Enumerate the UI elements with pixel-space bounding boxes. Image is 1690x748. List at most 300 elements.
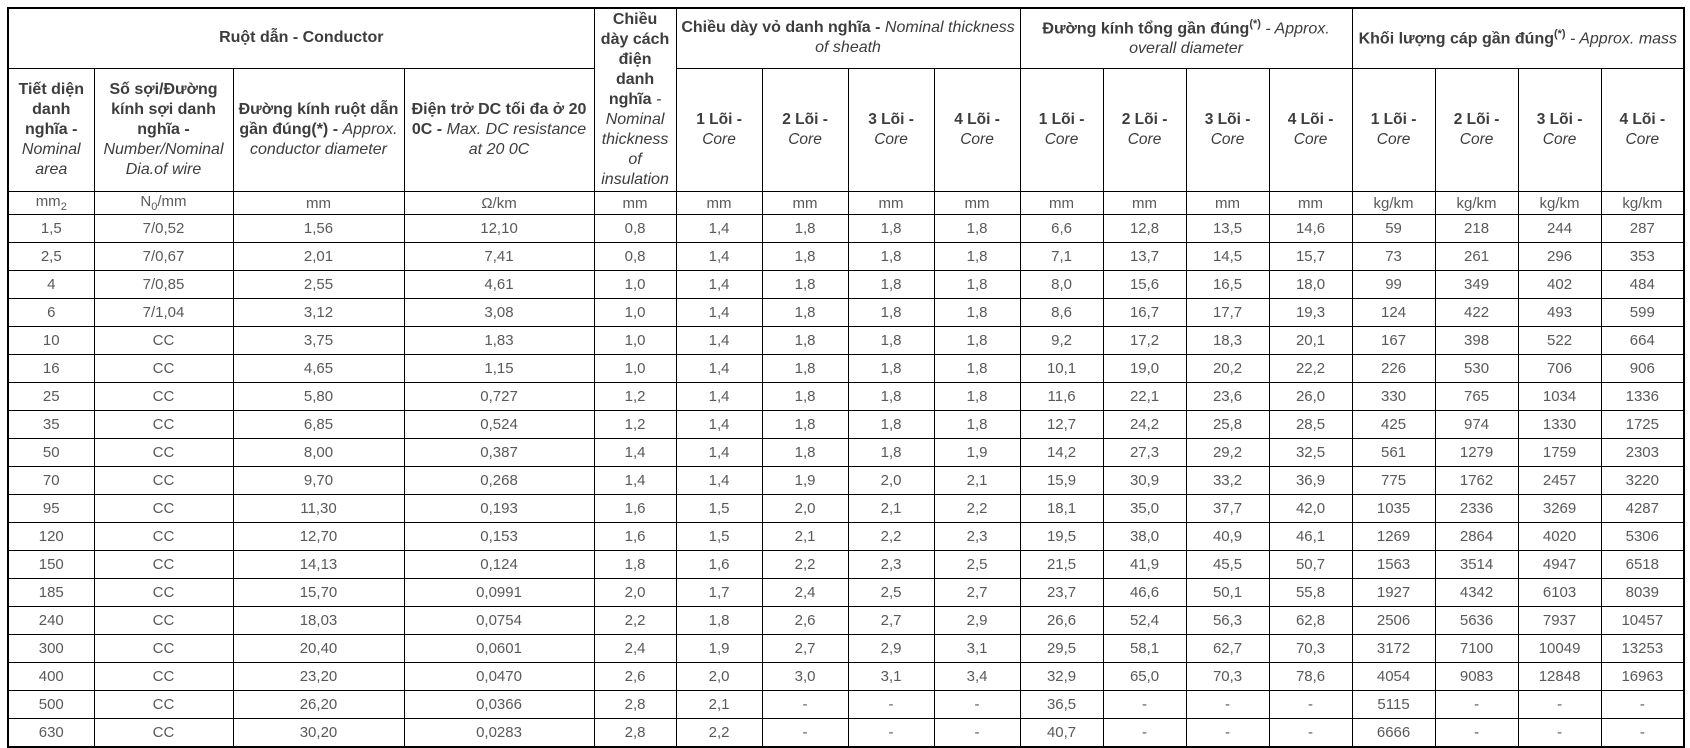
table-cell: 70,3 <box>1186 663 1269 691</box>
table-cell: CC <box>94 467 233 495</box>
table-cell: 2,1 <box>676 691 762 719</box>
table-cell: 0,0283 <box>404 719 594 747</box>
table-cell: 45,5 <box>1186 551 1269 579</box>
table-cell: 1,8 <box>848 327 934 355</box>
table-cell: 1,8 <box>848 383 934 411</box>
table-cell: 1,8 <box>762 271 848 299</box>
table-cell: 4,61 <box>404 271 594 299</box>
table-cell: - <box>1103 719 1186 747</box>
table-cell: 35,0 <box>1103 495 1186 523</box>
table-cell: 0,387 <box>404 439 594 467</box>
col-header-mass-1core: 1 Lõi - Core <box>1352 68 1435 191</box>
table-cell: 2,1 <box>848 495 934 523</box>
table-cell: 70 <box>8 467 94 495</box>
table-cell: 23,6 <box>1186 383 1269 411</box>
table-cell: 18,1 <box>1020 495 1103 523</box>
table-cell: 2506 <box>1352 607 1435 635</box>
table-row <box>8 635 1684 663</box>
table-cell: 4342 <box>1435 579 1518 607</box>
table-cell: 1,8 <box>934 355 1020 383</box>
table-cell: 8,0 <box>1020 271 1103 299</box>
col-header-sheath-3core: 3 Lõi - Core <box>848 68 934 191</box>
table-cell: 35 <box>8 411 94 439</box>
table-cell: 1,8 <box>934 327 1020 355</box>
table-cell: 3,1 <box>934 635 1020 663</box>
table-cell: 120 <box>8 523 94 551</box>
table-cell: 7,1 <box>1020 243 1103 271</box>
table-cell: 1,8 <box>934 271 1020 299</box>
table-row <box>8 579 1684 607</box>
table-cell: 1,8 <box>848 439 934 467</box>
table-cell: 4947 <box>1518 551 1601 579</box>
table-cell: 1,4 <box>676 271 762 299</box>
table-cell: CC <box>94 355 233 383</box>
table-cell: 20,40 <box>233 635 404 663</box>
table-cell: 2,5 <box>934 551 1020 579</box>
table-cell: 2,1 <box>762 523 848 551</box>
table-cell: 1,8 <box>934 215 1020 243</box>
table-cell: 2,8 <box>594 719 676 747</box>
table-cell: - <box>934 691 1020 719</box>
table-cell: - <box>762 719 848 747</box>
table-cell: 12,10 <box>404 215 594 243</box>
table-row <box>8 467 1684 495</box>
table-cell: 29,5 <box>1020 635 1103 663</box>
table-cell: 12,8 <box>1103 215 1186 243</box>
table-cell: 7/0,85 <box>94 271 233 299</box>
table-cell: 13253 <box>1601 635 1684 663</box>
table-cell: 4020 <box>1518 523 1601 551</box>
table-cell: - <box>1103 691 1186 719</box>
table-cell: 1,2 <box>594 411 676 439</box>
table-cell: 11,30 <box>233 495 404 523</box>
units-row <box>8 192 1684 215</box>
table-cell: 2,0 <box>762 495 848 523</box>
group-label-en: - Nominal thickness of insulation <box>601 91 669 188</box>
table-cell: 8,00 <box>233 439 404 467</box>
table-cell: 2,2 <box>762 551 848 579</box>
table-cell: 1,4 <box>676 355 762 383</box>
table-cell: 218 <box>1435 215 1518 243</box>
table-cell: 1,4 <box>676 215 762 243</box>
table-cell: 26,0 <box>1269 383 1352 411</box>
table-cell: 8,6 <box>1020 299 1103 327</box>
table-cell: 2,9 <box>934 607 1020 635</box>
table-cell: 1,8 <box>934 411 1020 439</box>
table-cell: 17,2 <box>1103 327 1186 355</box>
table-cell: 530 <box>1435 355 1518 383</box>
table-cell: 706 <box>1518 355 1601 383</box>
table-cell: 1,4 <box>676 439 762 467</box>
table-cell: - <box>1435 719 1518 747</box>
table-cell: 22,2 <box>1269 355 1352 383</box>
table-cell: 500 <box>8 691 94 719</box>
col-header-sheath-4core: 4 Lõi - Core <box>934 68 1020 191</box>
table-cell: 493 <box>1518 299 1601 327</box>
table-cell: CC <box>94 383 233 411</box>
table-cell: 19,5 <box>1020 523 1103 551</box>
unit-wire: $N_0/mm$ <box>94 192 233 215</box>
table-cell: 56,3 <box>1186 607 1269 635</box>
col-header-mass-2core: 2 Lõi - Core <box>1435 68 1518 191</box>
table-cell: 2,6 <box>594 663 676 691</box>
table-cell: 1,4 <box>676 299 762 327</box>
table-cell: 7937 <box>1518 607 1601 635</box>
table-cell: 6,6 <box>1020 215 1103 243</box>
table-cell: 1,5 <box>8 215 94 243</box>
table-cell: 3,75 <box>233 327 404 355</box>
table-cell: 25,8 <box>1186 411 1269 439</box>
unit-mass-3core: kg/km <box>1518 192 1601 215</box>
table-cell: 185 <box>8 579 94 607</box>
table-cell: 3220 <box>1601 467 1684 495</box>
table-cell: 7/1,04 <box>94 299 233 327</box>
table-row <box>8 523 1684 551</box>
table-row <box>8 691 1684 719</box>
group-label-vn: Đường kính tổng gần đúng <box>1042 19 1250 37</box>
table-cell: 1,5 <box>676 523 762 551</box>
table-row <box>8 327 1684 355</box>
table-cell: 402 <box>1518 271 1601 299</box>
table-cell: 2,7 <box>934 579 1020 607</box>
table-cell: 0,124 <box>404 551 594 579</box>
unit-mass-1core: kg/km <box>1352 192 1435 215</box>
table-cell: 55,8 <box>1269 579 1352 607</box>
table-row <box>8 355 1684 383</box>
table-cell: 36,5 <box>1020 691 1103 719</box>
table-cell: 58,1 <box>1103 635 1186 663</box>
table-cell: 775 <box>1352 467 1435 495</box>
footnote-marker: (*) <box>1249 17 1261 30</box>
table-cell: 18,3 <box>1186 327 1269 355</box>
unit-diameter-2core: mm <box>1103 192 1186 215</box>
table-cell: 2,2 <box>848 523 934 551</box>
table-cell: 1,9 <box>934 439 1020 467</box>
table-cell: 12848 <box>1518 663 1601 691</box>
table-cell: 398 <box>1435 327 1518 355</box>
table-cell: 1,8 <box>762 411 848 439</box>
table-cell: 1725 <box>1601 411 1684 439</box>
table-cell: 1,8 <box>934 299 1020 327</box>
table-cell: 30,20 <box>233 719 404 747</box>
table-cell: 15,6 <box>1103 271 1186 299</box>
table-cell: 2,1 <box>934 467 1020 495</box>
table-cell: 1330 <box>1518 411 1601 439</box>
table-cell: 2,7 <box>762 635 848 663</box>
table-cell: 664 <box>1601 327 1684 355</box>
table-cell: 3,4 <box>934 663 1020 691</box>
table-cell: 11,6 <box>1020 383 1103 411</box>
table-cell: 3172 <box>1352 635 1435 663</box>
table-cell: 70,3 <box>1269 635 1352 663</box>
group-label: Ruột dẫn - Conductor <box>219 29 384 47</box>
table-cell: 0,0366 <box>404 691 594 719</box>
unit-mass-4core: kg/km <box>1601 192 1684 215</box>
table-cell: 0,193 <box>404 495 594 523</box>
table-cell: 1,56 <box>233 215 404 243</box>
table-cell: - <box>1601 719 1684 747</box>
table-cell: 400 <box>8 663 94 691</box>
table-cell: 10 <box>8 327 94 355</box>
table-cell: 3,12 <box>233 299 404 327</box>
table-cell: 2457 <box>1518 467 1601 495</box>
col-header-conductor-diameter: Đường kính ruột dẫn gần đúng(*) - Approx. conductor diameter <box>233 68 404 191</box>
table-cell: 2,6 <box>762 607 848 635</box>
table-cell: CC <box>94 607 233 635</box>
table-cell: 1,4 <box>594 439 676 467</box>
table-cell: 1279 <box>1435 439 1518 467</box>
table-cell: 1035 <box>1352 495 1435 523</box>
table-cell: 244 <box>1518 215 1601 243</box>
table-cell: 46,1 <box>1269 523 1352 551</box>
table-cell: 1,8 <box>762 355 848 383</box>
table-cell: - <box>1601 691 1684 719</box>
table-cell: 1,4 <box>594 467 676 495</box>
table-row <box>8 411 1684 439</box>
col-header-resistance: Điện trở DC tối đa ở 20 0C - Max. DC resistance at 20 0C <box>404 68 594 191</box>
table-cell: 1,0 <box>594 271 676 299</box>
table-cell: 27,3 <box>1103 439 1186 467</box>
table-cell: 2,55 <box>233 271 404 299</box>
unit-area: $mm_2$ <box>8 192 94 215</box>
table-cell: 52,4 <box>1103 607 1186 635</box>
group-header-mass <box>1352 8 1684 68</box>
table-cell: 40,7 <box>1020 719 1103 747</box>
table-cell: 1,4 <box>676 411 762 439</box>
table-cell: 38,0 <box>1103 523 1186 551</box>
table-cell: 1,8 <box>848 299 934 327</box>
table-cell: 78,6 <box>1269 663 1352 691</box>
table-cell: 2,5 <box>848 579 934 607</box>
table-cell: 14,2 <box>1020 439 1103 467</box>
table-cell: 9083 <box>1435 663 1518 691</box>
group-header-row <box>8 8 1684 68</box>
table-cell: 16963 <box>1601 663 1684 691</box>
table-cell: - <box>848 719 934 747</box>
table-cell: 2,4 <box>594 635 676 663</box>
col-header-diameter-3core: 3 Lõi - Core <box>1186 68 1269 191</box>
table-cell: 150 <box>8 551 94 579</box>
table-cell: CC <box>94 691 233 719</box>
table-cell: 522 <box>1518 327 1601 355</box>
table-cell: 0,0991 <box>404 579 594 607</box>
table-cell: 484 <box>1601 271 1684 299</box>
table-cell: 20,2 <box>1186 355 1269 383</box>
table-cell: 3,0 <box>762 663 848 691</box>
col-header-diameter-1core: 1 Lõi - Core <box>1020 68 1103 191</box>
table-cell: 36,9 <box>1269 467 1352 495</box>
table-cell: - <box>1186 691 1269 719</box>
table-row <box>8 243 1684 271</box>
table-cell: 1762 <box>1435 467 1518 495</box>
table-cell: 1,8 <box>934 383 1020 411</box>
group-label-vn: Khối lượng cáp gần đúng <box>1358 29 1554 47</box>
table-cell: 21,5 <box>1020 551 1103 579</box>
table-cell: 1,6 <box>676 551 762 579</box>
table-cell: 4054 <box>1352 663 1435 691</box>
table-cell: 0,268 <box>404 467 594 495</box>
table-cell: 240 <box>8 607 94 635</box>
table-cell: CC <box>94 635 233 663</box>
table-cell: 6518 <box>1601 551 1684 579</box>
table-cell: 2,2 <box>676 719 762 747</box>
table-cell: 2864 <box>1435 523 1518 551</box>
table-row <box>8 271 1684 299</box>
table-cell: 422 <box>1435 299 1518 327</box>
table-cell: 0,8 <box>594 243 676 271</box>
table-cell: 1,9 <box>676 635 762 663</box>
table-row <box>8 551 1684 579</box>
group-header-sheath <box>676 8 1020 68</box>
table-cell: 30,9 <box>1103 467 1186 495</box>
table-cell: CC <box>94 579 233 607</box>
table-cell: 261 <box>1435 243 1518 271</box>
table-cell: 42,0 <box>1269 495 1352 523</box>
table-cell: 0,524 <box>404 411 594 439</box>
table-cell: 15,9 <box>1020 467 1103 495</box>
table-cell: 1927 <box>1352 579 1435 607</box>
table-cell: 296 <box>1518 243 1601 271</box>
unit-diameter-4core: mm <box>1269 192 1352 215</box>
table-cell: 40,9 <box>1186 523 1269 551</box>
table-cell: CC <box>94 439 233 467</box>
table-row <box>8 719 1684 747</box>
table-cell: 59 <box>1352 215 1435 243</box>
table-cell: 1,8 <box>762 327 848 355</box>
table-cell: 0,0754 <box>404 607 594 635</box>
table-cell: 1,0 <box>594 327 676 355</box>
table-cell: - <box>934 719 1020 747</box>
table-cell: 1563 <box>1352 551 1435 579</box>
table-row <box>8 299 1684 327</box>
table-cell: 2,9 <box>848 635 934 663</box>
table-cell: 26,20 <box>233 691 404 719</box>
table-cell: 10049 <box>1518 635 1601 663</box>
table-row <box>8 663 1684 691</box>
group-label-en: - Approx. mass <box>1570 29 1678 47</box>
table-row <box>8 439 1684 467</box>
col-header-mass-3core: 3 Lõi - Core <box>1518 68 1601 191</box>
table-cell: 0,0601 <box>404 635 594 663</box>
table-row <box>8 383 1684 411</box>
table-cell: 7/0,52 <box>94 215 233 243</box>
table-cell: 0,153 <box>404 523 594 551</box>
table-cell: 19,3 <box>1269 299 1352 327</box>
table-cell: - <box>1518 719 1601 747</box>
table-cell: 1,4 <box>676 467 762 495</box>
table-cell: 9,70 <box>233 467 404 495</box>
table-cell: 1,0 <box>594 299 676 327</box>
table-cell: - <box>762 691 848 719</box>
unit-mass-2core: kg/km <box>1435 192 1518 215</box>
table-cell: 0,0470 <box>404 663 594 691</box>
table-cell: 46,6 <box>1103 579 1186 607</box>
table-cell: 7100 <box>1435 635 1518 663</box>
table-cell: 906 <box>1601 355 1684 383</box>
unit-insulation: mm <box>594 192 676 215</box>
table-cell: 95 <box>8 495 94 523</box>
table-cell: 2,7 <box>848 607 934 635</box>
table-cell: 99 <box>1352 271 1435 299</box>
table-cell: 1336 <box>1601 383 1684 411</box>
col-header-wire: Số sợi/Đường kính sợi danh nghĩa - Number/Nominal Dia.of wire <box>94 68 233 191</box>
table-cell: 330 <box>1352 383 1435 411</box>
table-cell: 5,80 <box>233 383 404 411</box>
table-cell: 349 <box>1435 271 1518 299</box>
table-cell: 226 <box>1352 355 1435 383</box>
table-cell: 10,1 <box>1020 355 1103 383</box>
unit-resistance: Ω/km <box>404 192 594 215</box>
table-cell: 1,4 <box>676 383 762 411</box>
table-cell: 5306 <box>1601 523 1684 551</box>
table-cell: 1,5 <box>676 495 762 523</box>
table-cell: CC <box>94 719 233 747</box>
table-cell: 1,8 <box>762 299 848 327</box>
table-cell: 65,0 <box>1103 663 1186 691</box>
table-cell: 2,2 <box>594 607 676 635</box>
table-cell: 3269 <box>1518 495 1601 523</box>
table-cell: 17,7 <box>1186 299 1269 327</box>
table-cell: 24,2 <box>1103 411 1186 439</box>
table-cell: 15,7 <box>1269 243 1352 271</box>
table-row <box>8 215 1684 243</box>
table-cell: 2,3 <box>848 551 934 579</box>
table-cell: 4287 <box>1601 495 1684 523</box>
table-cell: 1,8 <box>762 243 848 271</box>
table-cell: 1,2 <box>594 383 676 411</box>
table-cell: 561 <box>1352 439 1435 467</box>
table-cell: 599 <box>1601 299 1684 327</box>
table-cell: 6 <box>8 299 94 327</box>
table-cell: 7/0,67 <box>94 243 233 271</box>
table-cell: 16,5 <box>1186 271 1269 299</box>
group-label-en: Nominal thickness of sheath <box>815 19 1015 57</box>
table-cell: 50 <box>8 439 94 467</box>
table-cell: 1,15 <box>404 355 594 383</box>
table-cell: 16,7 <box>1103 299 1186 327</box>
group-label-en: - Approx. overall diameter <box>1129 19 1330 57</box>
table-cell: 2,8 <box>594 691 676 719</box>
table-cell: 18,0 <box>1269 271 1352 299</box>
table-cell: 1034 <box>1518 383 1601 411</box>
table-cell: 1,4 <box>676 327 762 355</box>
table-cell: 16 <box>8 355 94 383</box>
cable-spec-table <box>7 7 1685 748</box>
table-cell: 630 <box>8 719 94 747</box>
table-cell: 300 <box>8 635 94 663</box>
table-cell: 1,6 <box>594 523 676 551</box>
table-cell: 1,8 <box>848 355 934 383</box>
table-cell: 1,8 <box>848 411 934 439</box>
col-header-sheath-1core: 1 Lõi - Core <box>676 68 762 191</box>
table-cell: 765 <box>1435 383 1518 411</box>
group-header-conductor <box>8 8 594 68</box>
table-cell: 1,8 <box>762 383 848 411</box>
table-cell: 0,8 <box>594 215 676 243</box>
table-cell: 15,70 <box>233 579 404 607</box>
table-cell: 23,7 <box>1020 579 1103 607</box>
table-cell: 62,8 <box>1269 607 1352 635</box>
table-cell: 62,7 <box>1186 635 1269 663</box>
table-cell: 1,6 <box>594 495 676 523</box>
table-cell: 2,5 <box>8 243 94 271</box>
table-cell: 6666 <box>1352 719 1435 747</box>
table-cell: 1,8 <box>848 243 934 271</box>
table-cell: 8039 <box>1601 579 1684 607</box>
table-cell: 14,6 <box>1269 215 1352 243</box>
table-cell: 124 <box>1352 299 1435 327</box>
table-cell: CC <box>94 411 233 439</box>
